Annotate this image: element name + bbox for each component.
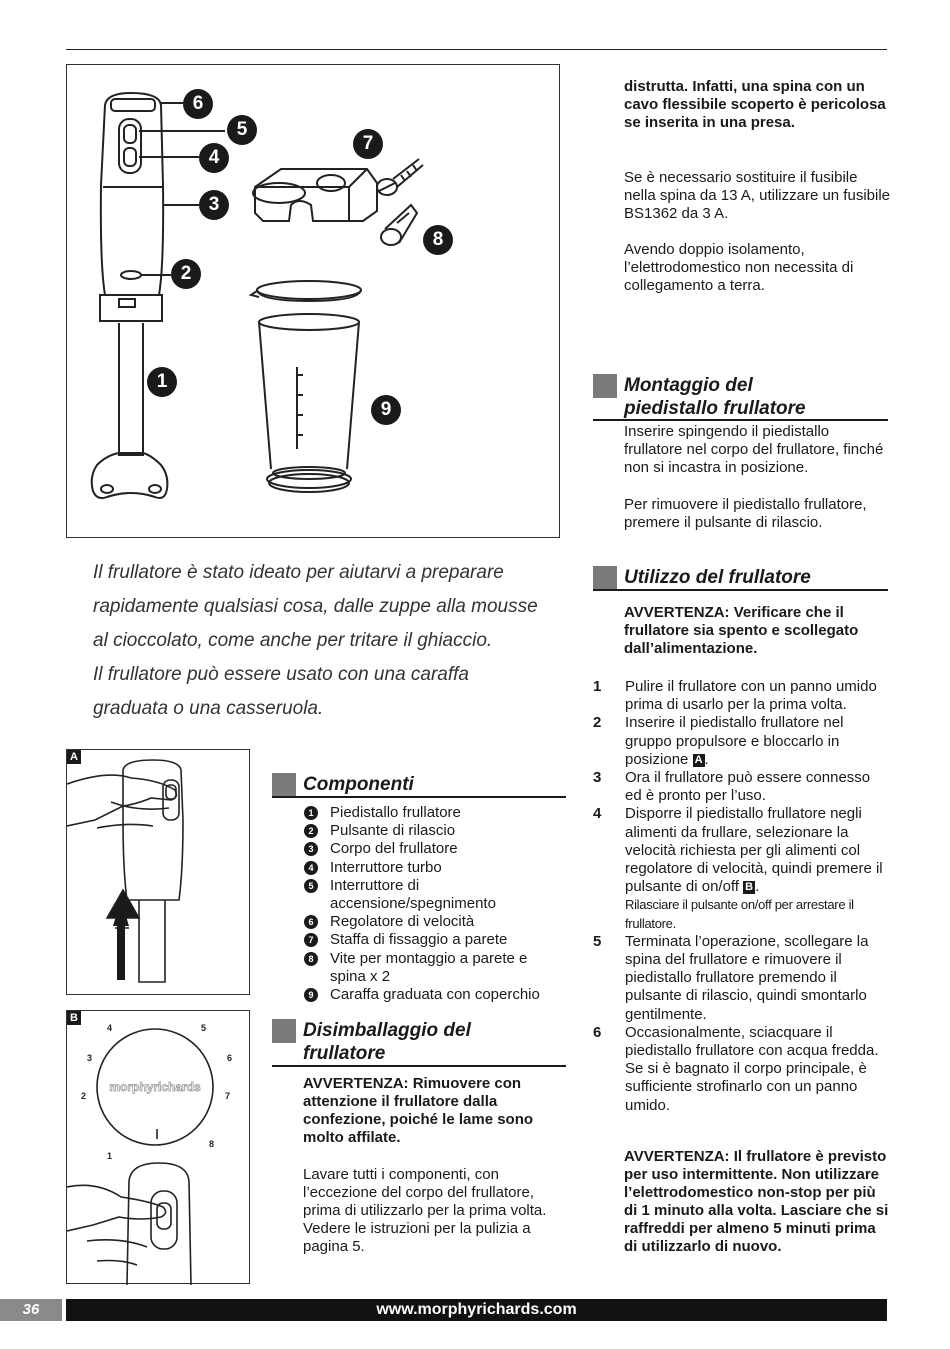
intro-text	[93, 556, 563, 726]
section-title	[624, 374, 806, 420]
figure-ref-badge: B	[745, 881, 754, 894]
section-title-line1: Disimballaggio del	[303, 1020, 471, 1041]
figure-b	[66, 1010, 250, 1284]
fuse-text: Se è necessario sostituire il fusibile nella spina da 13 A, utilizzare un fusibile BS1362 da 3 A.	[624, 169, 891, 222]
list-text: Pulsante di rilascio	[330, 822, 456, 840]
step-text: Terminata l’operazione, scollegare la spina del frullatore e rimuovere il piedistallo frullatore premendo il pulsante di rilascio, quindi smontarlo gentilmente.	[625, 932, 869, 1023]
step-text: Disporre il piedistallo frullatore negli alimenti da frullare, selezionare la velocità richiesta per gli alimenti col regolatore di velocità, quindi premere il pulsante di on/off	[625, 805, 883, 896]
list-text: Interruttore di accensione/spegnimento	[330, 876, 496, 913]
list-item	[304, 950, 566, 986]
unpacking-warning: AVVERTENZA: Rimuovere con attenzione il frullatore dalla confezione, poiché le lame sono molto affilate.	[303, 1075, 534, 1146]
step-punct: .	[704, 750, 709, 768]
intro-line: Il frullatore può essere usato con una caraffa	[93, 664, 470, 685]
button-slot	[119, 119, 141, 173]
list-number: 6	[304, 915, 318, 929]
section-componenti-header	[272, 773, 566, 799]
list-item	[304, 822, 566, 840]
list-number: 4	[304, 861, 318, 875]
dial-number-4: 4	[107, 1023, 113, 1033]
section-rule	[272, 796, 566, 798]
callout-5: 5	[227, 115, 257, 145]
step-number: 6	[593, 1023, 602, 1041]
list-number: 2	[304, 824, 318, 838]
list-item	[304, 840, 566, 858]
callout-9: 9	[371, 395, 401, 425]
step-item	[590, 714, 890, 769]
callout-1: 1	[147, 367, 177, 397]
components-list	[304, 804, 566, 1004]
callout-8: 8	[423, 225, 453, 255]
dial-number-7: 7	[225, 1091, 231, 1101]
blender-body	[101, 93, 163, 295]
list-text: Staffa di fissaggio a parete	[330, 931, 508, 949]
intro-line: graduata o una casseruola.	[93, 698, 324, 719]
callout-4: 4	[199, 143, 229, 173]
step-text: Pulire il frullatore con un panno umido prima di usarlo per la prima volta.	[625, 678, 877, 714]
step-punct: .	[755, 878, 760, 896]
dial-number-3: 3	[87, 1053, 93, 1063]
section-rule	[272, 1065, 566, 1067]
figure-a-drawing	[67, 750, 251, 996]
step-number: 1	[593, 678, 602, 695]
plug-warning-continued: distrutta. Infatti, una spina con un cavo flessibile scoperto è pericolosa se inserita in una presa.	[624, 78, 886, 131]
step-text: Ora il frullatore può essere connesso ed è pronto per l’uso.	[625, 769, 871, 805]
section-title-line1: Montaggio del	[624, 375, 753, 396]
step-note: Rilasciare il pulsante on/off per arrestare il frullatore.	[625, 897, 854, 931]
list-number: 8	[304, 952, 318, 966]
section-title-line2: piedistallo frullatore	[624, 398, 806, 419]
step-item	[590, 1024, 890, 1115]
section-utilizzo-header	[593, 566, 888, 592]
dial-number-8: 8	[209, 1139, 215, 1149]
list-text: Interruttore turbo	[330, 858, 442, 876]
figure-b-drawing	[67, 1011, 251, 1285]
insulation-text: Avendo doppio isolamento, l’elettrodomestico non necessita di collegamento a terra.	[624, 241, 854, 294]
list-item	[304, 986, 566, 1004]
dial-number-1: 1	[107, 1151, 113, 1161]
list-item	[304, 859, 566, 877]
list-number: 3	[304, 842, 318, 856]
mounting-text-2: Per rimuovere il piedistallo frullatore, premere il pulsante di rilascio.	[624, 496, 867, 531]
section-montaggio-header	[593, 374, 888, 424]
section-rule	[593, 589, 888, 591]
intro-line: rapidamente qualsiasi cosa, dalle zuppe alla mousse	[93, 596, 538, 617]
section-marker	[272, 773, 296, 797]
step-number: 4	[593, 805, 602, 823]
intermittent-use-warning: AVVERTENZA: Il frullatore è previsto per uso intermittente. Non utilizzare l’elettrodomestico non-stop per più di 1 minuto alla volta. Lasciare che si raffreddi per almeno 5 minuti prima di utilizzarlo di nuovo.	[624, 1148, 889, 1255]
page-number: 36	[0, 1299, 62, 1321]
list-text: Regolatore di velocità	[330, 913, 475, 931]
usage-steps	[590, 678, 890, 1115]
step-number: 5	[593, 932, 602, 950]
step-number: 2	[593, 714, 602, 732]
intro-line: Il frullatore è stato ideato per aiutarvi a preparare	[93, 562, 504, 583]
section-marker	[593, 374, 617, 398]
measuring-jug	[259, 314, 359, 492]
wall-plug	[381, 205, 417, 245]
section-marker	[272, 1019, 296, 1043]
list-text: Caraffa graduata con coperchio	[330, 986, 540, 1004]
callout-6: 6	[183, 89, 213, 119]
list-number: 1	[304, 806, 318, 820]
mounting-text-1: Inserire spingendo il piedistallo frullatore nel corpo del frullatore, finché non si incastra in posizione.	[624, 423, 884, 476]
top-rule	[66, 49, 887, 50]
figure-a	[66, 749, 250, 995]
dial-number-2: 2	[81, 1091, 87, 1101]
step-item	[590, 933, 890, 1024]
intro-line: al cioccolato, come anche per tritare il ghiaccio.	[93, 630, 493, 651]
step-item	[590, 678, 890, 714]
list-number: 9	[304, 988, 318, 1002]
list-text: Piedistallo frullatore	[330, 804, 461, 821]
list-item	[304, 931, 566, 949]
list-number: 7	[304, 933, 318, 947]
list-text: Vite per montaggio a parete e spina x 2	[330, 949, 528, 985]
section-disimballaggio-header	[272, 1019, 566, 1069]
list-item	[304, 913, 566, 931]
section-title-line2: frullatore	[303, 1043, 386, 1064]
blender-parts-drawing	[67, 65, 561, 539]
list-text: Corpo del frullatore	[330, 840, 458, 858]
jug-lid	[251, 281, 361, 301]
list-item	[304, 877, 566, 913]
dial-number-6: 6	[227, 1053, 233, 1063]
section-rule	[593, 419, 888, 421]
unpacking-text: Lavare tutti i componenti, con l’eccezione del corpo del frullatore, prima di utilizzarlo per la prima volta. Vedere le istruzioni per la pulizia a pagina 5.	[303, 1166, 547, 1255]
section-title: Utilizzo del frullatore	[624, 567, 811, 588]
step-number: 3	[593, 769, 602, 787]
section-title: Componenti	[303, 774, 414, 795]
callout-7: 7	[353, 129, 383, 159]
speed-dial	[111, 99, 155, 111]
step-item	[590, 769, 890, 805]
figure-b-label: B	[67, 1011, 81, 1025]
list-item	[304, 804, 566, 822]
step-item	[590, 805, 890, 932]
step-text: Occasionalmente, sciacquare il piedistallo frullatore con acqua fredda. Se si è bagnato il corpo principale, è sufficiente strofinarlo con un panno umido.	[625, 1023, 879, 1114]
callout-2: 2	[171, 259, 201, 289]
list-number: 5	[304, 879, 318, 893]
section-title	[303, 1019, 471, 1065]
morphy-richards-logo: morphyrichards	[109, 1080, 201, 1094]
blender-shaft	[119, 323, 143, 455]
screw	[377, 159, 423, 195]
step-text: Inserire il piedistallo frullatore nel gruppo propulsore e bloccarlo in posizione	[625, 714, 844, 768]
figure-ref-badge: A	[694, 753, 703, 766]
usage-warning: AVVERTENZA: Verificare che il frullatore sia spento e scollegato dall’alimentazione.	[624, 604, 859, 657]
figure-a-label: A	[67, 750, 81, 764]
dial-number-5: 5	[201, 1023, 207, 1033]
callout-3: 3	[199, 190, 229, 220]
section-marker	[593, 566, 617, 590]
footer-url[interactable]: www.morphyrichards.com	[66, 1299, 887, 1321]
components-illustration	[66, 64, 560, 538]
